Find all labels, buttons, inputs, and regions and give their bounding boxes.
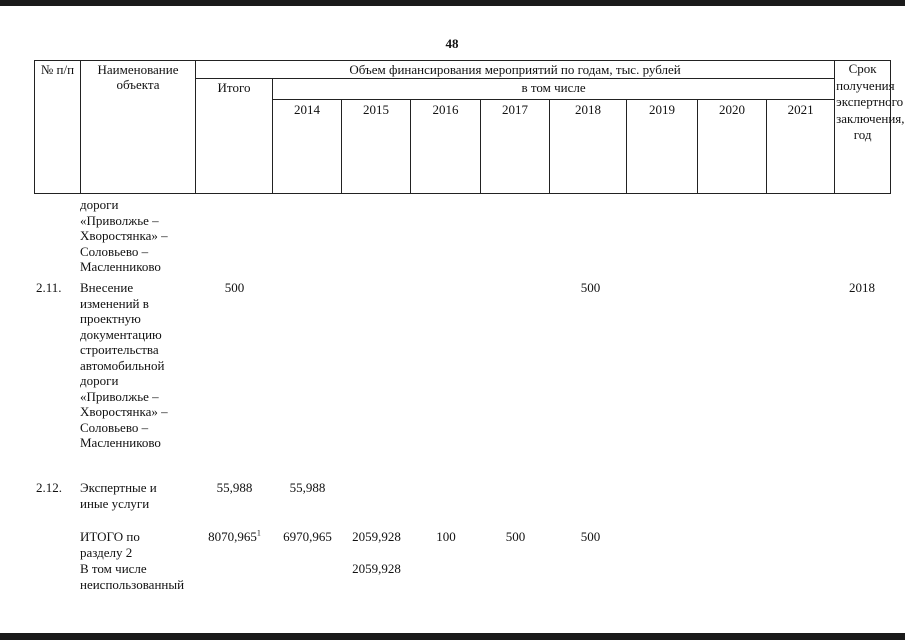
header-num: № п/п bbox=[35, 61, 81, 194]
header-year-2017: 2017 bbox=[481, 100, 550, 194]
section-total-2016: 100 bbox=[436, 529, 456, 544]
unused-2015: 2059,928 bbox=[352, 561, 401, 576]
header-year-2020: 2020 bbox=[698, 100, 767, 194]
section-total-2017: 500 bbox=[505, 529, 526, 544]
row-2-12-name: Экспертные и иные услуги bbox=[80, 480, 157, 511]
scan-top-edge bbox=[0, 0, 905, 6]
header-name: Наименование объекта bbox=[81, 61, 196, 194]
footnote-marker: 1 bbox=[256, 528, 261, 538]
unused-name: В том числе неиспользованный bbox=[80, 561, 185, 592]
section-total-2018: 500 bbox=[580, 529, 601, 544]
header-year-2018: 2018 bbox=[550, 100, 627, 194]
header-year-2014: 2014 bbox=[273, 100, 342, 194]
header-total: Итого bbox=[196, 79, 273, 194]
row-2-11-deadline: 2018 bbox=[849, 280, 875, 295]
header-year-2019: 2019 bbox=[627, 100, 698, 194]
header-funding: Объем финансирования мероприятий по годам, тыс. рублей bbox=[196, 61, 835, 79]
header-year-2016: 2016 bbox=[411, 100, 481, 194]
row-2-11-2018: 500 bbox=[580, 280, 601, 295]
row-2-11-number: 2.11. bbox=[36, 280, 62, 295]
section-total-2015: 2059,928 bbox=[352, 529, 401, 544]
row-2-12-2014: 55,988 bbox=[289, 480, 326, 495]
row-2-11-total: 500 bbox=[224, 280, 245, 295]
section-total-total: 8070,965$^1$ bbox=[208, 528, 261, 544]
section-total-2014: 6970,965 bbox=[283, 529, 332, 544]
row-2-12-number: 2.12. bbox=[36, 480, 62, 495]
section-total-name: ИТОГО по разделу 2 bbox=[80, 529, 140, 560]
header-year-2015: 2015 bbox=[342, 100, 411, 194]
table-header bbox=[34, 60, 905, 194]
row-2-11-name: Внесение изменений в проектную документацию строительства автомобильной дороги «Приволжье – Хворостянка» – Соловьево – Масленниково bbox=[80, 280, 168, 450]
row-2-12-total: 55,988 bbox=[216, 480, 253, 495]
scan-bottom-edge bbox=[0, 633, 905, 640]
page-number: 48 bbox=[445, 36, 459, 51]
header-including: в том числе bbox=[273, 79, 835, 100]
header-year-2021: 2021 bbox=[767, 100, 835, 194]
header-deadline: Срок получения экспертного заключения, год bbox=[835, 61, 891, 194]
continuation-name: дороги «Приволжье – Хворостянка» – Соловьево – Масленниково bbox=[80, 197, 168, 274]
